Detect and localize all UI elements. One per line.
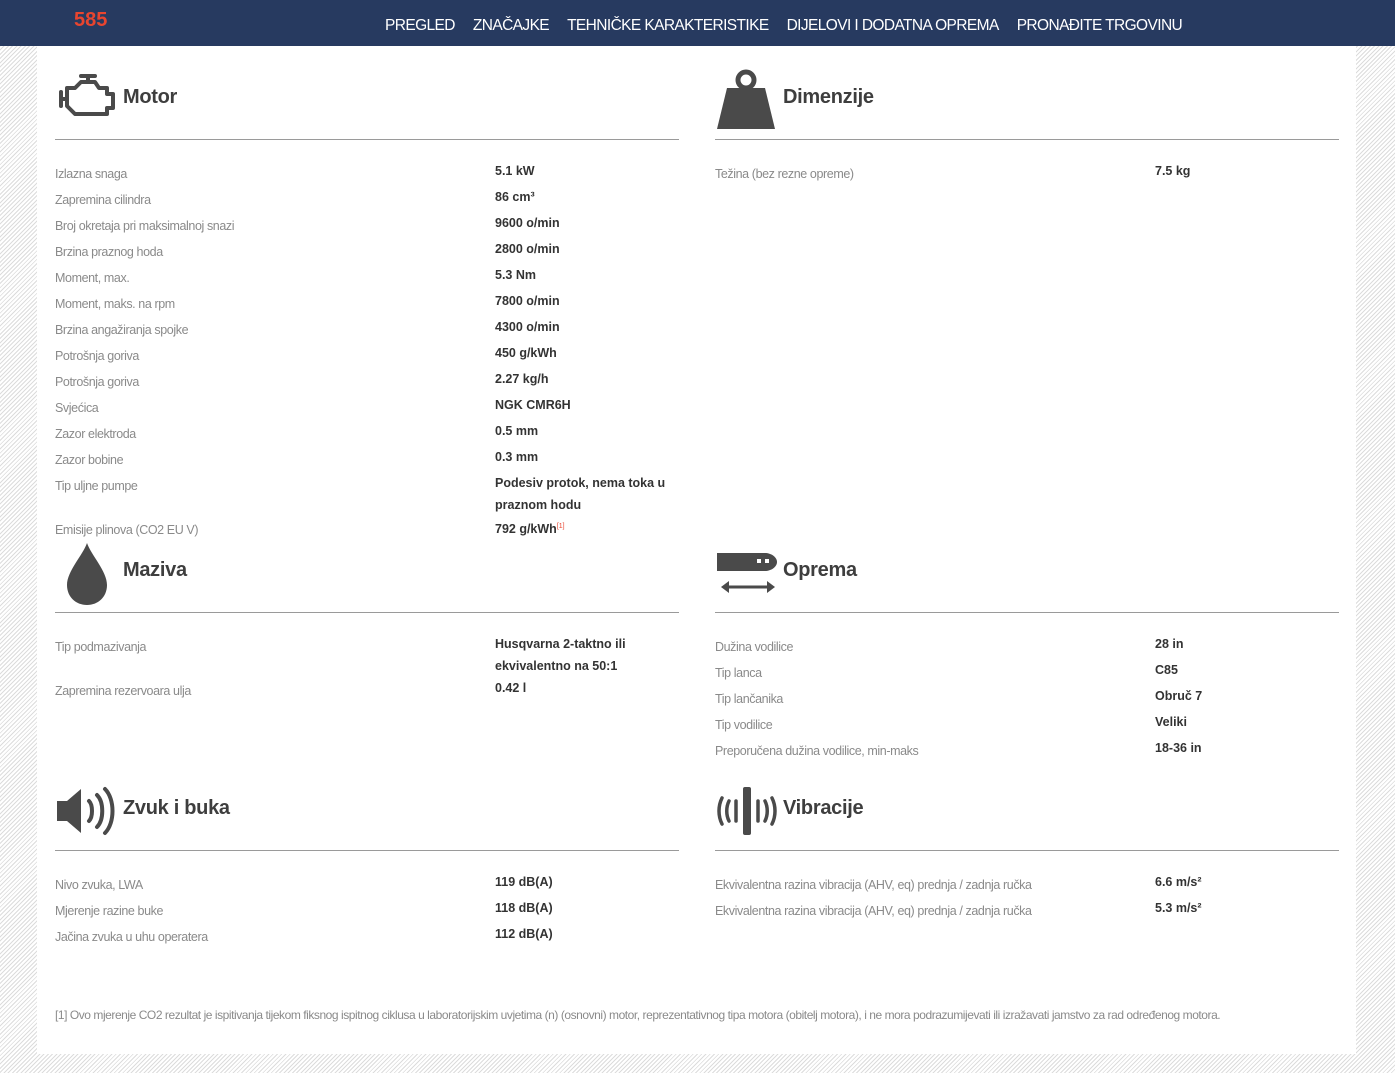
spec-value-text: NGK CMR6H [495,398,571,412]
spec-label: Moment, max. [55,271,130,285]
spec-value-text: 0.5 mm [495,424,539,438]
spec-rows [715,140,1339,186]
spec-row [715,659,1339,685]
spec-row [55,264,679,290]
spec-row [55,871,679,897]
drop-icon [55,541,121,607]
spec-label: Moment, maks. na rpm [55,297,175,311]
section-title: Zvuk i buka [123,797,230,819]
spec-row [55,212,679,238]
spec-value-text: 4300 o/min [495,320,560,334]
spec-label: Tip lanca [715,666,762,680]
spec-value [495,633,675,677]
section-header [55,519,679,613]
spec-label: Zapremina cilindra [55,193,151,207]
spec-label: Zazor elektroda [55,427,136,441]
spec-value [495,472,675,516]
spec-row [55,420,679,446]
spec-value-text: 5.3 m/s² [1155,901,1202,915]
spec-value [1155,897,1335,923]
spec-value [495,342,675,368]
spec-row [715,160,1339,186]
spec-row [715,685,1339,711]
spec-value [1155,685,1335,711]
spec-value [495,186,675,212]
spec-value-text: 5.1 kW [495,164,535,178]
nav-tehnicke-karakteristike[interactable]: TEHNIČKE KARAKTERISTIKE [567,17,769,34]
spec-value-text: 119 dB(A) [495,875,553,889]
spec-value-text: 7.5 kg [1155,164,1191,178]
spec-label: Težina (bez rezne opreme) [715,167,854,181]
section-motor [55,46,679,542]
weight-icon [715,68,777,130]
spec-label: Ekvivalentna razina vibracija (AHV, eq) prednja / zadnja ručka [715,904,1032,918]
spec-value [495,316,675,342]
spec-value [1155,871,1335,897]
top-nav-bar [0,0,1395,46]
footnote-ref-link[interactable]: [1] [556,523,565,530]
spec-value-text: 450 g/kWh [495,346,557,360]
spec-value [495,871,675,897]
spec-row [715,633,1339,659]
spec-value [495,160,675,186]
spec-value [495,420,675,446]
specs-panel [37,46,1356,1054]
spec-value-text: 7800 o/min [495,294,560,308]
spec-value-text: Veliki [1155,715,1187,729]
spec-label: Brzina angažiranja spojke [55,323,189,337]
spec-label: Brzina praznog hoda [55,245,163,259]
spec-row [55,160,679,186]
spec-value-text: 2.27 kg/h [495,372,549,386]
spec-value [1155,659,1335,685]
spec-value-text: 28 in [1155,637,1184,651]
section-header [715,757,1339,851]
spec-label: Izlazna snaga [55,167,127,181]
spec-label: Nivo zvuka, LWA [55,878,143,892]
spec-value-text: Husqvarna 2-taktno ili ekvivalentno na 50:1 [495,637,626,673]
spec-label: Ekvivalentna razina vibracija (AHV, eq) prednja / zadnja ručka [715,878,1032,892]
spec-value-text: Podesiv protok, nema toka u praznom hodu [495,476,666,512]
section-zvuk-i-buka [55,757,679,949]
section-header [55,757,679,851]
spec-rows [55,140,679,542]
spec-label: Mjerenje razine buke [55,904,164,918]
spec-row [55,290,679,316]
spec-row [55,897,679,923]
spec-value-text: 2800 o/min [495,242,560,256]
spec-label: Tip uljne pumpe [55,479,138,493]
spec-value [1155,160,1335,186]
spec-label: Tip podmazivanja [55,640,147,654]
spec-value [495,923,675,949]
spec-value-text: 6.6 m/s² [1155,875,1202,889]
spec-label: Potrošnja goriva [55,349,139,363]
section-header [715,519,1339,613]
spec-row [55,633,679,677]
section-maziva [55,519,679,703]
spec-value [495,394,675,420]
spec-label: Emisije plinova (CO2 EU V) [55,523,199,537]
spec-label: Broj okretaja pri maksimalnoj snazi [55,219,235,233]
spec-label: Svjećica [55,401,99,415]
spec-value [1155,633,1335,659]
nav-pregled[interactable]: PREGLED [385,17,455,34]
spec-value [495,897,675,923]
spec-value [495,264,675,290]
spec-label: Zapremina rezervoara ulja [55,684,191,698]
spec-value-text: 9600 o/min [495,216,560,230]
co2-footnote: [1] Ovo mjerenje CO2 rezultat je ispitivanja tijekom fiksnog ispitnog ciklusa u laboratorijskim uvjetima (n) (osnovni) motor, reprezentativnog tipa motora (obitelj motora), i ne mora podrazumijevati ili izražavati jamstvo za rad određenog motora. [55,1008,1221,1022]
spec-rows [55,851,679,949]
spec-label: Jačina zvuka u uhu operatera [55,930,208,944]
spec-value-text: 112 dB(A) [495,927,553,941]
spec-value-text: Obruč 7 [1155,689,1203,703]
spec-row [55,923,679,949]
spec-value [495,677,675,703]
spec-value [1155,711,1335,737]
spec-value-text: 118 dB(A) [495,901,553,915]
section-title: Vibracije [783,797,864,819]
spec-row [55,446,679,472]
spec-value [495,238,675,264]
spec-row [715,897,1339,923]
spec-row [55,238,679,264]
nav-dijelovi-dodatna-oprema[interactable]: DIJELOVI I DODATNA OPREMA [786,17,999,34]
nav-znacajke[interactable]: ZNAČAJKE [472,17,550,34]
speaker-icon [55,783,121,839]
section-dimenzije [715,46,1339,186]
spec-row [55,186,679,212]
spec-row [55,368,679,394]
spec-value [495,368,675,394]
spec-rows [715,613,1339,763]
spec-value-text: 5.3 Nm [495,268,536,282]
section-title: Motor [123,86,178,108]
spec-row [715,711,1339,737]
spec-label: Tip vodilice [715,718,773,732]
spec-label: Potrošnja goriva [55,375,139,389]
section-title: Oprema [783,559,857,581]
spec-value [495,212,675,238]
spec-value-text: 792 g/kWh [495,522,557,537]
spec-label: Preporučena dužina vodilice, min-maks [715,744,919,758]
model-number: 585 [74,9,108,31]
spec-row [55,342,679,368]
spec-row [55,316,679,342]
section-oprema [715,519,1339,763]
spec-label: Dužina vodilice [715,640,794,654]
spec-value-text: C85 [1155,663,1178,677]
spec-value-text: 0.3 mm [495,450,539,464]
section-vibracije [715,757,1339,923]
spec-row [55,677,679,703]
spec-row [55,472,679,516]
spec-value [495,446,675,472]
section-header [715,46,1339,140]
spec-label: Tip lančanika [715,692,783,706]
section-nav [385,17,1182,35]
spec-label: Zazor bobine [55,453,124,467]
spec-value [495,290,675,316]
section-header [55,46,679,140]
spec-rows [715,851,1339,923]
vibration-icon [715,783,781,839]
section-title: Dimenzije [783,86,874,108]
spec-value-text: 86 cm³ [495,190,535,204]
engine-icon [55,70,121,122]
section-title: Maziva [123,559,187,581]
spec-value-text: 18-36 in [1155,741,1202,755]
spec-row [55,394,679,420]
spec-value-text: 0.42 l [495,681,527,695]
guide-bar-icon [715,551,781,597]
spec-rows [55,613,679,703]
nav-pronadite-trgovinu[interactable]: PRONAĐITE TRGOVINU [1016,17,1183,34]
spec-row [715,871,1339,897]
